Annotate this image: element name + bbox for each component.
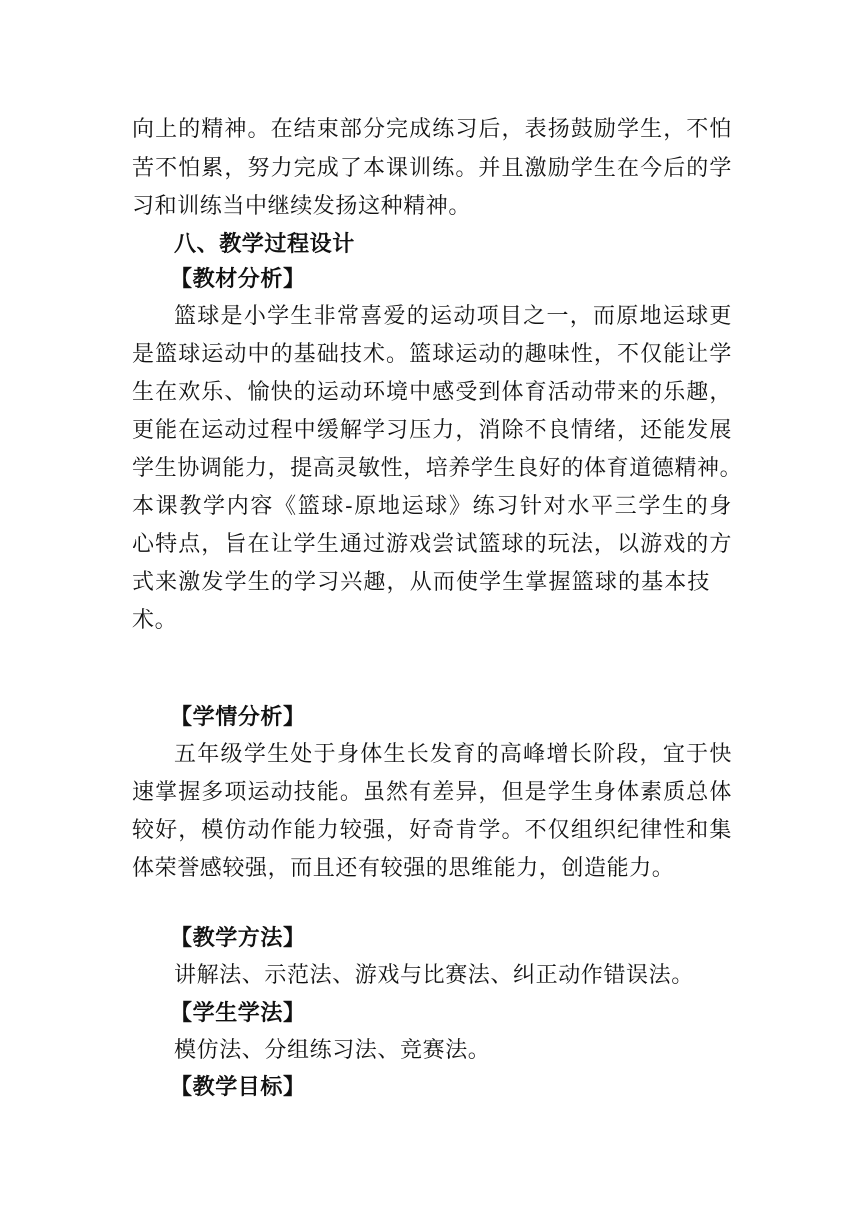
paragraph-line: 习和训练当中继续发扬这种精神。 bbox=[132, 194, 472, 219]
student-analysis-line: 较好，模仿动作能力较强，好奇肯学。不仅组织纪律性和集 bbox=[132, 818, 732, 843]
textbook-analysis-line: 生在欢乐、愉快的运动环境中感受到体育活动带来的乐趣， bbox=[132, 380, 732, 405]
paragraph-line: 向上的精神。在结束部分完成练习后，表扬鼓励学生，不怕 bbox=[132, 117, 732, 142]
student-analysis-line: 速掌握多项运动技能。虽然有差异，但是学生身体素质总体 bbox=[132, 780, 732, 805]
textbook-analysis-line: 学生协调能力，提高灵敏性，培养学生良好的体育道德精神。 bbox=[132, 456, 743, 481]
textbook-analysis-line: 是篮球运动中的基础技术。篮球运动的趣味性，不仅能让学 bbox=[132, 342, 732, 367]
learning-methods-text: 模仿法、分组练习法、竞赛法。 bbox=[174, 1038, 491, 1063]
student-analysis-heading: 【学情分析】 bbox=[170, 704, 306, 730]
teaching-goals-heading: 【教学目标】 bbox=[170, 1074, 306, 1100]
learning-methods-heading: 【学生学法】 bbox=[170, 1000, 306, 1026]
textbook-analysis-line: 本课教学内容《篮球-原地运球》练习针对水平三学生的身 bbox=[132, 494, 732, 519]
textbook-analysis-heading: 【教材分析】 bbox=[170, 266, 306, 292]
textbook-analysis-line: 心特点，旨在让学生通过游戏尝试篮球的玩法，以游戏的方 bbox=[132, 532, 732, 557]
section-heading: 八、教学过程设计 bbox=[174, 231, 355, 257]
textbook-analysis-line: 更能在运动过程中缓解学习压力，消除不良情绪，还能发展 bbox=[132, 418, 732, 443]
textbook-analysis-line: 术。 bbox=[132, 608, 178, 633]
textbook-analysis-line: 篮球是小学生非常喜爱的运动项目之一，而原地运球更 bbox=[174, 304, 732, 329]
student-analysis-line: 五年级学生处于身体生长发育的高峰增长阶段，宜于快 bbox=[174, 742, 732, 767]
paragraph-line: 苦不怕累，努力完成了本课训练。并且激励学生在今后的学 bbox=[132, 156, 732, 181]
teaching-methods-text: 讲解法、示范法、游戏与比赛法、纠正动作错误法。 bbox=[174, 963, 694, 988]
student-analysis-line: 体荣誉感较强，而且还有较强的思维能力，创造能力。 bbox=[132, 856, 675, 881]
textbook-analysis-line: 式来激发学生的学习兴趣，从而使学生掌握篮球的基本技 bbox=[132, 570, 710, 595]
teaching-methods-heading: 【教学方法】 bbox=[170, 925, 306, 951]
